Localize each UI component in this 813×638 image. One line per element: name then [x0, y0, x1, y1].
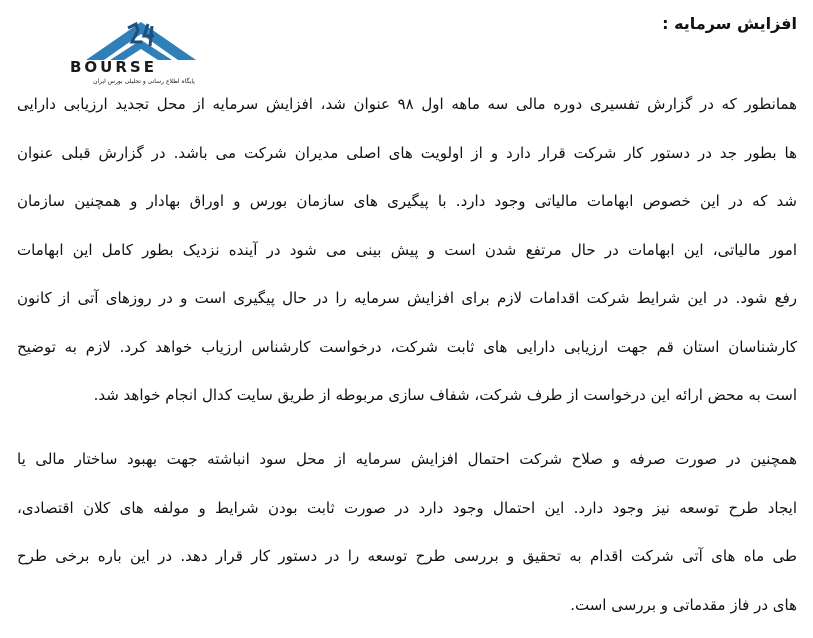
- text-line: همانطور که در گزارش تفسیری دوره مالی سه ماهه اول ۹۸ عنوان شد، افزایش سرمایه از محل تجدید ارزیابی دارایی: [17, 95, 798, 113]
- logo-wordmark: BOURSE: [70, 58, 157, 76]
- paragraph-retained-earnings: [17, 435, 797, 629]
- text-line: همچنین در صورت صرفه و صلاح شرکت احتمال افزایش سرمایه از محل سود انباشته جهت بهبود ساختار مالی یا: [17, 450, 797, 468]
- logo-tagline: پایگاه اطلاع رسانی و تحلیلی بورس ایران: [93, 78, 195, 85]
- bourse-logo: [66, 18, 216, 88]
- text-line: رفع شود. در این شرایط شرکت اقدامات لازم برای افزایش سرمایه را در حال پیگیری است و در روزهای آتی از کانون: [17, 289, 797, 307]
- text-line: ایجاد طرح توسعه نیز وجود دارد. این احتمال وجود دارد در صورت ثابت بودن شرایط و مولفه های کلان اقتصادی،: [17, 498, 797, 517]
- section-heading: افزایش سرمایه :: [662, 14, 797, 33]
- text-line: امور مالیاتی، این ابهامات در حال مرتفع شدن است و پیش بینی می شود در آینده نزدیک بطور کامل این ابهامات: [17, 240, 797, 259]
- text-line: است به محض ارائه این درخواست از طرف شرکت، شفاف سازی مربوطه از طریق سایت کدال انجام خواهد شد.: [93, 386, 797, 404]
- bourse-logo-mark: [66, 18, 216, 62]
- text-line: طی ماه های آتی شرکت اقدام به تحقیق و بررسی طرح توسعه را در دستور کار قرار دهد. در این باره برخی طرح: [17, 547, 797, 565]
- text-line: ها بطور جد در دستور کار شرکت قرار دارد و از اولویت های اصلی مدیران شرکت می باشد. در گزارش قبلی عنوان: [17, 143, 797, 162]
- paragraph-capital-increase: [17, 80, 797, 420]
- text-line: های در فاز مقدماتی و بررسی است.: [570, 595, 797, 614]
- text-line: کارشناسان استان قم جهت ارزیابی دارایی های ثابت شرکت، درخواست کارشناس ارزیاب خواهد کرد. لازم به توضیح: [17, 337, 797, 356]
- text-line: شد که در این خصوص ابهامات مالیاتی وجود دارد. با پیگیری های سازمان بورس و اوراق بهادار و همچنین سازمان: [17, 192, 797, 210]
